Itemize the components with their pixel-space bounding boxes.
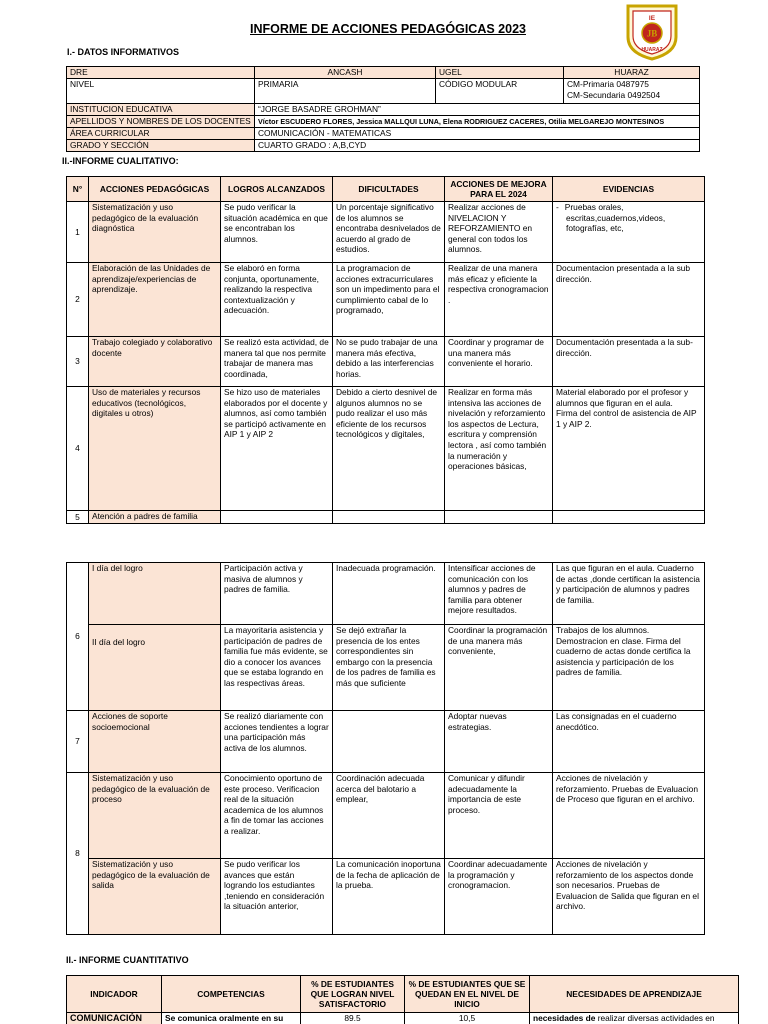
quant-necesidades-bold: necesidades de — [533, 1013, 596, 1023]
quant-row-comunicacion — [67, 1013, 739, 1024]
quant-header-row — [67, 976, 739, 1013]
qual-row-accion: Trabajo colegiado y colaborativo docente — [89, 337, 221, 387]
qual-header-evidencias: EVIDENCIAS — [553, 177, 705, 202]
qual-row-dificultades — [333, 511, 445, 524]
evidencias-line: Firma del control de asistencia de AIP 1 y AIP 2. — [556, 408, 697, 429]
qual-row-mejora: Realizar de una manera más eficaz y eficiente la respectiva cronogramacion . — [445, 263, 553, 337]
qual-row-evidencias: Documentacion presentada a la sub dirección. — [553, 263, 705, 337]
qual-row-7 — [67, 711, 705, 773]
qual-row-accion: Sistematización y uso pedagógico de la evaluación diagnóstica — [89, 202, 221, 263]
qual-row-evidencias — [553, 387, 705, 511]
qual-row-dificultades: Inadecuada programación. — [333, 563, 445, 625]
qual-row-number: 6 — [67, 563, 89, 711]
qual-row-logros: La mayoritaria asistencia y participación de padres de familia fue más evidente, se dio a conocer los avances que se estaba logrando en las respectivas áreas. — [221, 625, 333, 711]
qual-row-number: 3 — [67, 337, 89, 387]
qual-row-logros — [221, 511, 333, 524]
qual-row-evidencias: Acciones de nivelación y reforzamiento de los aspectos donde son necesarios. Pruebas de Evaluacion de Salida que figuran en el archivo. — [553, 859, 705, 935]
quantitative-table — [66, 975, 739, 1024]
qual-row-evidencias — [553, 511, 705, 524]
qual-row-4 — [67, 387, 705, 511]
ugel-value: HUARAZ — [564, 67, 700, 79]
qual-header-logros: LOGROS ALCANZADOS — [221, 177, 333, 202]
qual-row-evidencias — [553, 202, 705, 263]
section-datos-informativos: I.- DATOS INFORMATIVOS — [67, 47, 179, 57]
qual-row-mejora: Coordinar y programar de una manera más conveniente el horario. — [445, 337, 553, 387]
qual-row-logros: Se realizó esta actividad, de manera tal que nos permite trabajar de manera mas coordinada, — [221, 337, 333, 387]
qual-row-dificultades: La comunicación inoportuna de la fecha de aplicación de la prueba. — [333, 859, 445, 935]
document-title: INFORME DE ACCIONES PEDAGÓGICAS 2023 — [250, 22, 526, 36]
codigo-primaria: CM-Primaria 0487975 — [567, 79, 649, 89]
section-informe-cualitativo: II.-INFORME CUALITATIVO: — [62, 156, 179, 166]
quant-header-satisfactorio: % DE ESTUDIANTES QUE LOGRAN NIVEL SATISFACTORIO — [301, 976, 405, 1013]
qual-header-acciones: ACCIONES PEDAGÓGICAS — [89, 177, 221, 202]
info-row-nivel — [67, 79, 700, 104]
qual-row-8a — [67, 773, 705, 859]
qual-header-row — [67, 177, 705, 202]
codigo-secundaria: CM-Secundaria 0492504 — [567, 90, 661, 100]
qual-row-accion: Uso de materiales y recursos educativos (tecnológicos, digitales u otros) — [89, 387, 221, 511]
evidencias-line: Material elaborado por el profesor y alumnos que figuran en el aula. — [556, 387, 689, 408]
quant-inicio: 10,5 — [405, 1013, 530, 1024]
dre-value: ANCASH — [255, 67, 436, 79]
quant-satisfactorio: 89.5 — [301, 1013, 405, 1024]
quant-header-necesidades: NECESIDADES DE APRENDIZAJE — [530, 976, 739, 1013]
nivel-label: NIVEL — [67, 79, 255, 104]
qual-header-num: N° — [67, 177, 89, 202]
qual-row-accion: Atención a padres de familia — [89, 511, 221, 524]
qual-row-number: 1 — [67, 202, 89, 263]
qual-row-2 — [67, 263, 705, 337]
qual-row-3 — [67, 337, 705, 387]
grado-value: CUARTO GRADO : A,B,CYD — [255, 140, 700, 152]
qual-row-accion: I día del logro — [89, 563, 221, 625]
qual-row-logros: Se realizó diariamente con acciones tendientes a lograr una participación más activa de los alumnos. — [221, 711, 333, 773]
qual-row-mejora: Realizar en forma más intensiva las acciones de nivelación y reforzamiento los aspectos de Lectura, escritura y comprensión lectora , así como también la numeración y operaciones básicas, — [445, 387, 553, 511]
qual-row-logros: Participación activa y masiva de alumnos y padres de familia. — [221, 563, 333, 625]
grado-label: GRADO Y SECCIÓN — [67, 140, 255, 152]
info-row-grado — [67, 140, 700, 152]
qual-row-dificultades: Un porcentaje significativo de los alumnos se encontraba desnivelados de acuerdo al grado de estudios. — [333, 202, 445, 263]
qual-row-logros: Se pudo verificar los avances que están logrando los estudiantes ,teniendo en consideración la situación anterior, — [221, 859, 333, 935]
logo-bottom-text: HUARAZ — [641, 47, 663, 53]
qual-row-number: 5 — [67, 511, 89, 524]
qual-row-dificultades: Debido a cierto desnivel de algunos alumnos no se pudo realizar el uso más eficiente de los recursos tecnológicos y digitales, — [333, 387, 445, 511]
qual-row-mejora: Realizar acciones de NIVELACION Y REFORZAMIENTO en general con todos los alumnos. — [445, 202, 553, 263]
codigo-label: CÓDIGO MODULAR — [436, 79, 564, 104]
info-table — [66, 66, 700, 152]
qual-row-accion: II día del logro — [89, 625, 221, 711]
qual-row-mejora: Comunicar y difundir adecuadamente la importancia de este proceso. — [445, 773, 553, 859]
area-label: ÁREA CURRICULAR — [67, 128, 255, 140]
quant-indicador: COMUNICACIÓN — [67, 1013, 162, 1024]
qual-row-dificultades: No se pudo trabajar de una manera más efectiva, debido a las interferencias horias. — [333, 337, 445, 387]
logo-monogram: JB — [646, 28, 658, 39]
qual-header-mejora: ACCIONES DE MEJORA PARA EL 2024 — [445, 177, 553, 202]
area-value: COMUNICACIÓN - MATEMATICAS — [255, 128, 700, 140]
qual-row-evidencias: Las que figuran en el aula. Cuaderno de actas ,donde certifican la asistencia y participación de alumnos y padres de familia. — [553, 563, 705, 625]
qual-row-number: 2 — [67, 263, 89, 337]
nivel-value: PRIMARIA — [255, 79, 436, 104]
info-row-ie — [67, 104, 700, 116]
info-row-docentes — [67, 116, 700, 128]
codigo-value — [564, 79, 700, 104]
ugel-label: UGEL — [436, 67, 564, 79]
qual-row-dificultades: La programacion de acciones extracurriculares son un impedimento para el cumplimiento cabal de lo programado, — [333, 263, 445, 337]
qual-row-accion: Sistematización y uso pedagógico de la evaluación de salida — [89, 859, 221, 935]
qual-row-accion: Elaboración de las Unidades de aprendizaje/experiencias de aprendizaje. — [89, 263, 221, 337]
qual-row-5 — [67, 511, 705, 524]
qual-row-dificultades — [333, 711, 445, 773]
qual-row-accion: Acciones de soporte socioemocional — [89, 711, 221, 773]
qualitative-table-part2 — [66, 562, 705, 935]
quant-competencia: Se comunica oralmente en su — [162, 1013, 301, 1024]
qual-row-1 — [67, 202, 705, 263]
qual-row-logros: Se pudo verificar la situación académica en que se encontraban los alumnos. — [221, 202, 333, 263]
qual-row-mejora — [445, 511, 553, 524]
qual-row-8b — [67, 859, 705, 935]
qual-row-dificultades: Coordinación adecuada acerca del balotario a emplear, — [333, 773, 445, 859]
qualitative-table-part1 — [66, 176, 705, 524]
qual-row-number: 7 — [67, 711, 89, 773]
quant-header-indicador: INDICADOR — [67, 976, 162, 1013]
quant-necesidades — [530, 1013, 739, 1024]
qual-row-evidencias: Documentación presentada a la sub-dirección. — [553, 337, 705, 387]
qual-row-dificultades: Se dejó extrañar la presencia de los entes correspondientes sin embargo con la presencia de los padres de familia es más que suficiente — [333, 625, 445, 711]
info-row-area — [67, 128, 700, 140]
qual-row-evidencias: Las consignadas en el cuaderno anecdótico. — [553, 711, 705, 773]
qual-row-mejora: Intensificar acciones de comunicación con los alumnos y padres de familia para obtener mejore resultados. — [445, 563, 553, 625]
evidencias-list-item: - Pruebas orales, escritas,cuadernos,videos, fotografías, etc, — [566, 202, 701, 234]
section-informe-cuantitativo: II.- INFORME CUANTITATIVO — [66, 955, 189, 965]
qual-row-mejora: Coordinar adecuadamente la programación y cronogramacion. — [445, 859, 553, 935]
qual-row-mejora: Adoptar nuevas estrategias. — [445, 711, 553, 773]
qual-row-logros: Conocimiento oportuno de este proceso. Verificacion real de la situación academica de los alumnos a fin de tomar las acciones a realizar. — [221, 773, 333, 859]
quant-header-inicio: % DE ESTUDIANTES QUE SE QUEDAN EN EL NIVEL DE INICIO — [405, 976, 530, 1013]
quant-necesidades-text: realizar diversas actividades en — [595, 1013, 715, 1023]
qual-row-evidencias: Acciones de nivelación y reforzamiento. Pruebas de Evaluacion de Proceso que figuran en el archivo. — [553, 773, 705, 859]
quant-header-competencias: COMPETENCIAS — [162, 976, 301, 1013]
qual-row-6b — [67, 625, 705, 711]
qual-header-dificultades: DIFICULTADES — [333, 177, 445, 202]
dre-label: DRE — [67, 67, 255, 79]
qual-row-logros: Se hizo uso de materiales elaborados por el docente y alumnos, así como también se participó activamente en AIP 1 y AIP 2 — [221, 387, 333, 511]
qual-row-number: 4 — [67, 387, 89, 511]
qual-row-6a — [67, 563, 705, 625]
docentes-label: APELLIDOS Y NOMBRES DE LOS DOCENTES — [67, 116, 255, 128]
ie-value: “JORGE BASADRE GROHMAN” — [255, 104, 700, 116]
docentes-value: Víctor ESCUDERO FLORES, Jessica MALLQUI LUNA, Elena RODRIGUEZ CACERES, Otilia MELGAREJO MONTESINOS — [255, 116, 700, 128]
logo-top-text: IE — [648, 15, 656, 22]
qual-row-evidencias: Trabajos de los alumnos. Demostracion en clase. Firma del cuaderno de actas donde certifica la asistencia y participación de los padres de familia. — [553, 625, 705, 711]
qual-row-accion: Sistematización y uso pedagógico de la evaluación de proceso — [89, 773, 221, 859]
ie-label: INSTITUCION EDUCATIVA — [67, 104, 255, 116]
qual-row-number: 8 — [67, 773, 89, 935]
qual-row-logros: Se elaboró en forma conjunta, oportunamente, realizando la respectiva contextualización y adecuación. — [221, 263, 333, 337]
school-crest-logo — [624, 3, 680, 61]
info-row-dre — [67, 67, 700, 79]
qual-row-mejora: Coordinar la programación de una manera más conveniente, — [445, 625, 553, 711]
